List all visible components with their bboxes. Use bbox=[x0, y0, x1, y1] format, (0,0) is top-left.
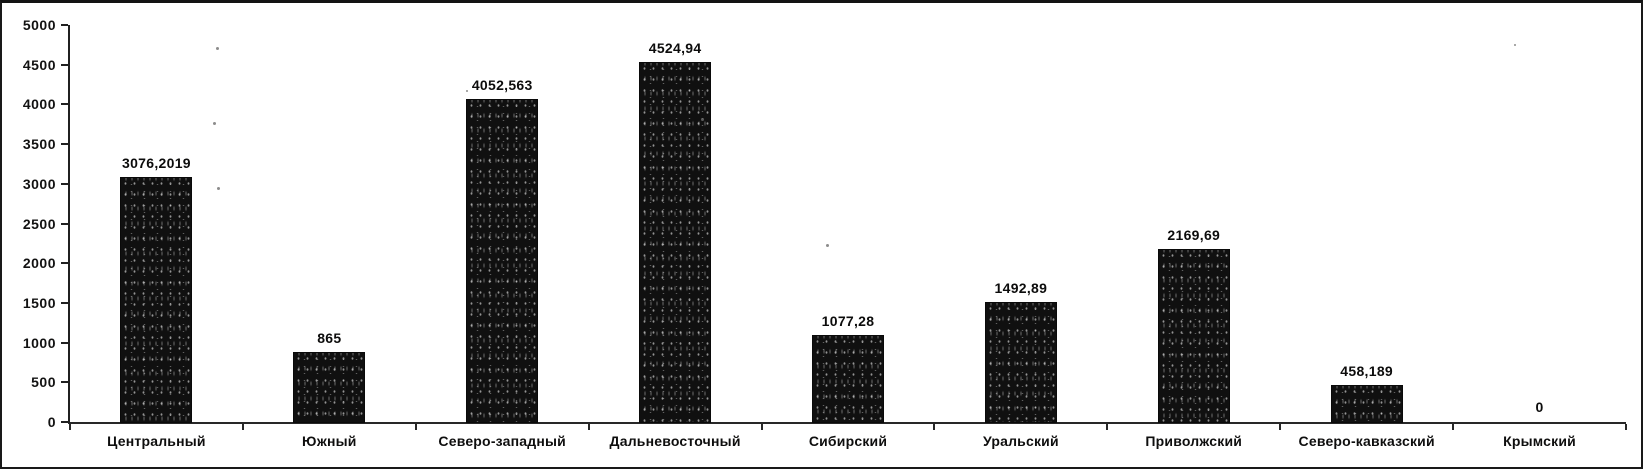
category-label: Крымский bbox=[1503, 433, 1576, 449]
bar-value-label: 458,189 bbox=[1340, 363, 1394, 379]
x-tick-mark bbox=[1279, 424, 1281, 430]
y-tick-mark bbox=[61, 421, 68, 423]
bar-1 bbox=[121, 178, 191, 422]
y-tick-mark bbox=[61, 223, 68, 225]
bar-value-label: 1077,28 bbox=[821, 313, 875, 329]
y-tick-label: 4000 bbox=[22, 96, 56, 113]
y-tick-label: 500 bbox=[31, 374, 56, 391]
y-tick-mark bbox=[61, 103, 68, 105]
bar-value-label: 2169,69 bbox=[1167, 227, 1221, 243]
bar-value-label: 865 bbox=[317, 330, 342, 346]
scan-noise-dot bbox=[216, 47, 219, 50]
y-tick-mark bbox=[61, 342, 68, 344]
bar-5 bbox=[813, 336, 883, 422]
bar-4 bbox=[640, 63, 710, 422]
y-tick-mark bbox=[61, 183, 68, 185]
y-tick-mark bbox=[61, 381, 68, 383]
bar-value-label: 4052,563 bbox=[471, 77, 533, 93]
x-tick-mark bbox=[588, 424, 590, 430]
y-tick-mark bbox=[61, 24, 68, 26]
x-tick-mark bbox=[761, 424, 763, 430]
y-tick-label: 1500 bbox=[22, 294, 56, 311]
scan-noise-dot bbox=[213, 122, 216, 125]
bar-value-label: 3076,2019 bbox=[121, 155, 191, 171]
category-label: Южный bbox=[302, 433, 357, 449]
bar-7 bbox=[1159, 250, 1229, 422]
category-label: Уральский bbox=[982, 433, 1059, 449]
scan-noise-dot bbox=[826, 244, 829, 247]
x-tick-mark bbox=[415, 424, 417, 430]
y-tick-mark bbox=[61, 143, 68, 145]
scan-noise-dot bbox=[701, 118, 704, 121]
y-tick-label: 2500 bbox=[22, 215, 56, 232]
scan-noise-dot bbox=[1514, 44, 1516, 46]
category-label: Северо-западный bbox=[438, 433, 566, 449]
scan-noise-dot bbox=[217, 187, 220, 190]
category-label: Дальневосточный bbox=[609, 433, 741, 449]
bar-2 bbox=[294, 353, 364, 422]
y-tick-label: 2000 bbox=[22, 255, 56, 272]
bar-value-label: 4524,94 bbox=[648, 40, 702, 56]
y-tick-mark bbox=[61, 262, 68, 264]
plot-area bbox=[22, 17, 1626, 449]
y-tick-label: 1000 bbox=[22, 334, 56, 351]
category-label: Приволжский bbox=[1145, 433, 1243, 449]
x-tick-mark bbox=[1452, 424, 1454, 430]
x-tick-mark bbox=[1106, 424, 1108, 430]
category-label: Центральный bbox=[107, 433, 206, 449]
y-tick-label: 0 bbox=[47, 414, 56, 430]
x-tick-mark bbox=[69, 424, 71, 430]
bar-value-label: 1492,89 bbox=[994, 280, 1048, 296]
category-label: Сибирский bbox=[808, 433, 888, 449]
y-tick-label: 4500 bbox=[22, 56, 56, 73]
scan-noise-dot bbox=[466, 90, 468, 92]
y-tick-mark bbox=[61, 302, 68, 304]
x-tick-mark bbox=[1625, 424, 1627, 430]
category-label: Северо-кавказский bbox=[1298, 433, 1435, 449]
y-tick-label: 5000 bbox=[22, 17, 56, 33]
bar-8 bbox=[1332, 386, 1402, 422]
bar-3 bbox=[467, 100, 537, 422]
x-tick-mark bbox=[242, 424, 244, 430]
y-tick-label: 3500 bbox=[22, 136, 56, 153]
x-tick-mark bbox=[933, 424, 935, 430]
y-tick-label: 3000 bbox=[22, 175, 56, 192]
bar-6 bbox=[986, 303, 1056, 422]
y-tick-mark bbox=[61, 64, 68, 66]
bar-value-label: 0 bbox=[1535, 399, 1544, 415]
